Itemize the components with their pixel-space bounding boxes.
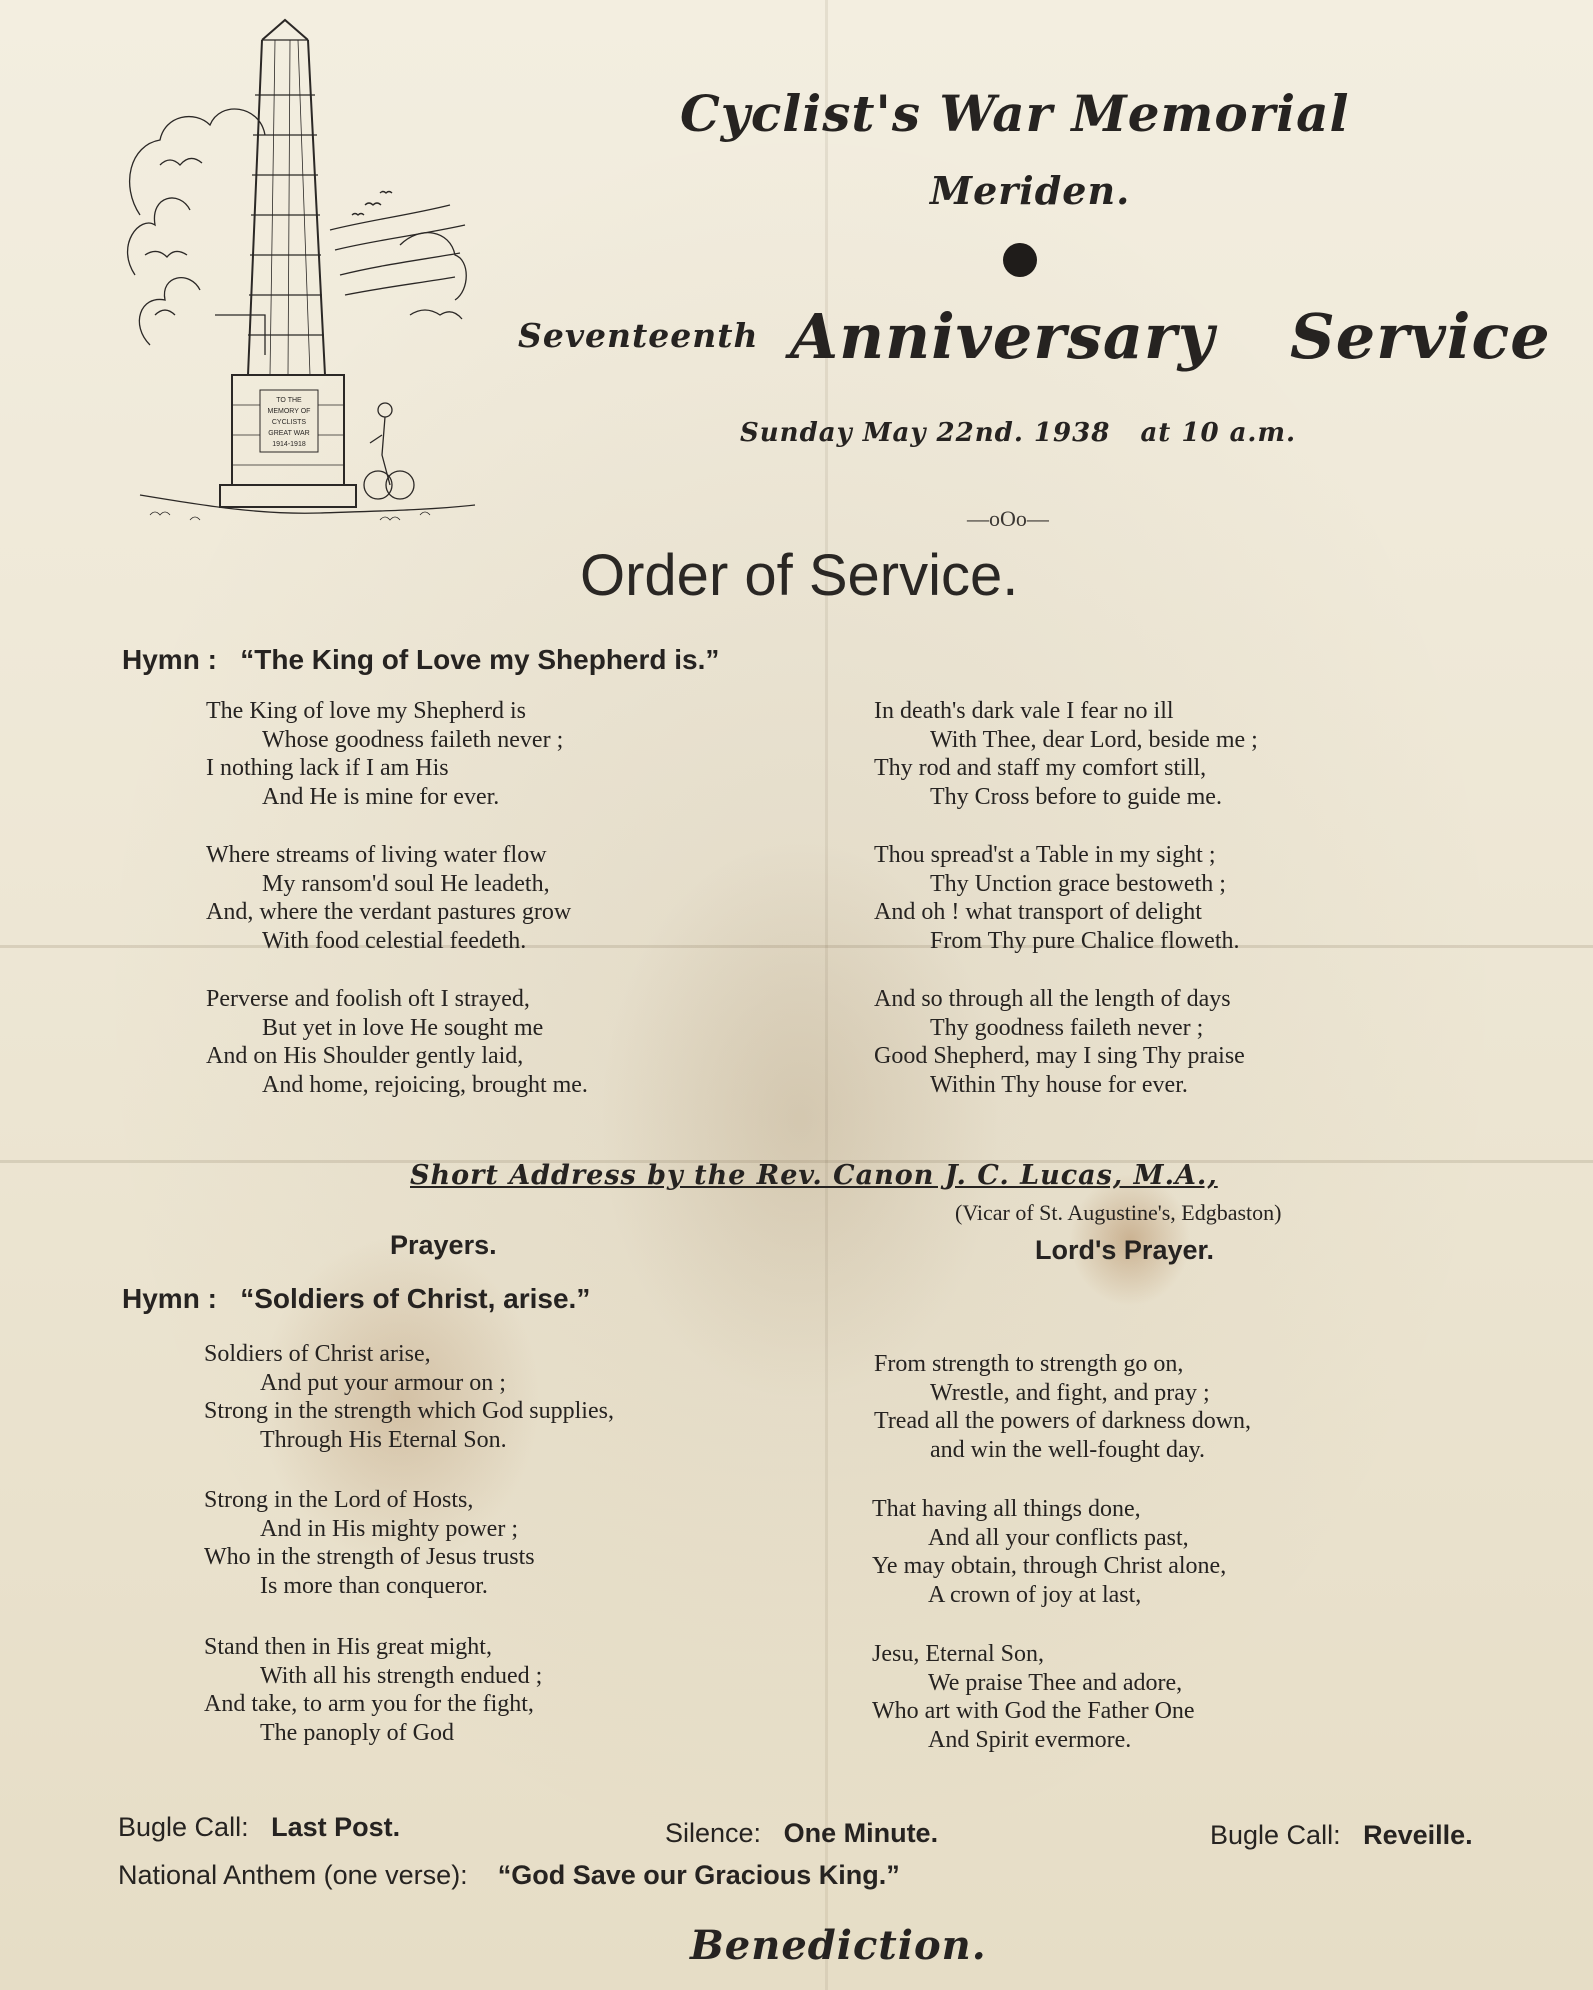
verse-line: And home, rejoicing, brought me. [262, 1071, 588, 1098]
verse-line: Strong in the Lord of Hosts, [204, 1487, 474, 1513]
verse-line: Is more than conqueror. [260, 1572, 488, 1599]
verse-line: And all your conflicts past, [928, 1524, 1189, 1551]
divider: —oOo— [967, 506, 1049, 531]
verse-line: We praise Thee and adore, [928, 1669, 1183, 1696]
verse-line: Wrestle, and fight, and pray ; [930, 1379, 1210, 1406]
verse-line: I nothing lack if I am His [206, 755, 449, 781]
vicar-note: (Vicar of St. Augustine's, Edgbaston) [955, 1200, 1282, 1225]
verse-line: Thou spread'st a Table in my sight ; [874, 842, 1216, 868]
bugle-call-value: Last Post. [271, 1812, 401, 1842]
hymn2-verse-right-2 [872, 1495, 1226, 1609]
verse-line: That having all things done, [872, 1496, 1141, 1522]
verse-line: Who in the strength of Jesus trusts [204, 1544, 535, 1570]
memorial-illustration [120, 15, 480, 535]
verse-line: And so through all the length of days [874, 986, 1231, 1012]
verse-line: In death's dark vale I fear no ill [874, 698, 1174, 724]
bugle-call-label: Bugle Call: [118, 1812, 249, 1842]
hymn2-verse-left-2 [204, 1486, 535, 1600]
hymn1-verse-left-3 [206, 985, 588, 1099]
silence-label: Silence: [665, 1818, 762, 1848]
service-heading: Service [1290, 300, 1551, 373]
bugle-call-1 [118, 1812, 400, 1843]
verse-line: Good Shepherd, may I sing Thy praise [874, 1043, 1245, 1069]
verse-line: From strength to strength go on, [874, 1351, 1184, 1377]
anniversary-heading: Anniversary [790, 300, 1215, 373]
verse-line: Thy Unction grace bestoweth ; [930, 870, 1226, 897]
verse-line: and win the well-fought day. [930, 1436, 1206, 1463]
bugle-call-label: Bugle Call: [1210, 1820, 1341, 1850]
ordinal-text: Seventeenth [518, 316, 759, 355]
title-line-1: Cyclist's War Memorial [680, 84, 1350, 143]
anthem-value: “God Save our Gracious King.” [497, 1860, 900, 1890]
verse-line: My ransom'd soul He leadeth, [262, 870, 550, 897]
verse-line: And take, to arm you for the fight, [204, 1691, 534, 1717]
silence [665, 1818, 938, 1849]
verse-line: And He is mine for ever. [262, 783, 500, 810]
bullet-dot [1003, 243, 1037, 277]
verse-line: Perverse and foolish oft I strayed, [206, 986, 530, 1012]
verse-line: Stand then in His great might, [204, 1634, 492, 1660]
verse-line: Soldiers of Christ arise, [204, 1341, 431, 1367]
anthem-label: National Anthem (one verse): [118, 1860, 468, 1890]
verse-line: Tread all the powers of darkness down, [874, 1408, 1252, 1434]
verse-line: But yet in love He sought me [262, 1014, 544, 1041]
silence-value: One Minute. [783, 1818, 939, 1848]
bugle-call-value: Reveille. [1363, 1820, 1473, 1850]
verse-line: Who art with God the Father One [872, 1698, 1195, 1724]
verse-line: The King of love my Shepherd is [206, 698, 526, 724]
hymn1-verse-right-1 [874, 697, 1258, 811]
benediction: Benediction. [690, 1922, 987, 1969]
verse-line: Within Thy house for ever. [930, 1071, 1188, 1098]
verse-line: And in His mighty power ; [260, 1515, 518, 1542]
date-line: Sunday May 22nd. 1938 at 10 a.m. [740, 418, 1297, 448]
verse-line: Thy goodness faileth never ; [930, 1014, 1204, 1041]
order-of-service-title: Order of Service. [580, 543, 1019, 608]
verse-line: Through His Eternal Son. [260, 1426, 507, 1453]
verse-line: Where streams of living water flow [206, 842, 547, 868]
hymn1-verse-left-1 [206, 697, 563, 811]
plaque-line: CYCLISTS [271, 419, 307, 426]
verse-line: Strong in the strength which God supplies, [204, 1398, 614, 1424]
plaque-line: TO THE [276, 397, 302, 404]
verse-line: And, where the verdant pastures grow [206, 899, 572, 925]
verse-line: Jesu, Eternal Son, [872, 1641, 1044, 1667]
title-line-2: Meriden. [930, 168, 1131, 213]
verse-line: With all his strength endued ; [260, 1662, 543, 1689]
prayers-label: Prayers. [390, 1230, 497, 1260]
hymn2-verse-right-3 [872, 1640, 1195, 1754]
hymn1-verse-right-3 [874, 985, 1245, 1099]
verse-line: The panoply of God [260, 1719, 454, 1746]
lords-prayer-label: Lord's Prayer. [1035, 1235, 1215, 1265]
verse-line: And oh ! what transport of delight [874, 899, 1202, 925]
verse-line: With Thee, dear Lord, beside me ; [930, 726, 1258, 753]
verse-line: Whose goodness faileth never ; [262, 726, 564, 753]
verse-line: Thy Cross before to guide me. [930, 783, 1222, 810]
plaque-line: 1914-1918 [272, 441, 306, 448]
verse-line: A crown of joy at last, [928, 1581, 1142, 1608]
verse-line: With food celestial feedeth. [262, 927, 527, 954]
bugle-call-2 [1210, 1820, 1473, 1851]
verse-line: Ye may obtain, through Christ alone, [872, 1553, 1227, 1579]
hymn2-verse-left-3 [204, 1633, 542, 1747]
hymn2-verse-right-1 [874, 1350, 1251, 1464]
paper-fold [825, 0, 828, 1990]
verse-line: And on His Shoulder gently laid, [206, 1043, 524, 1069]
short-address-line: Short Address by the Rev. Canon J. C. Lucas, M.A., [410, 1160, 1218, 1191]
plaque-line: MEMORY OF [267, 408, 311, 415]
hymn1-verse-left-2 [206, 841, 571, 955]
hymn2-heading: Hymn : “Soldiers of Christ, arise.” [122, 1283, 591, 1314]
verse-line: From Thy pure Chalice floweth. [930, 927, 1240, 954]
plaque-line: GREAT WAR [268, 430, 310, 437]
hymn2-verse-left-1 [204, 1340, 614, 1454]
hymn1-heading: Hymn : “The King of Love my Shepherd is.” [122, 644, 720, 675]
verse-line: And Spirit evermore. [928, 1726, 1132, 1753]
national-anthem [118, 1860, 900, 1891]
hymn1-verse-right-2 [874, 841, 1240, 955]
verse-line: Thy rod and staff my comfort still, [874, 755, 1207, 781]
verse-line: And put your armour on ; [260, 1369, 506, 1396]
